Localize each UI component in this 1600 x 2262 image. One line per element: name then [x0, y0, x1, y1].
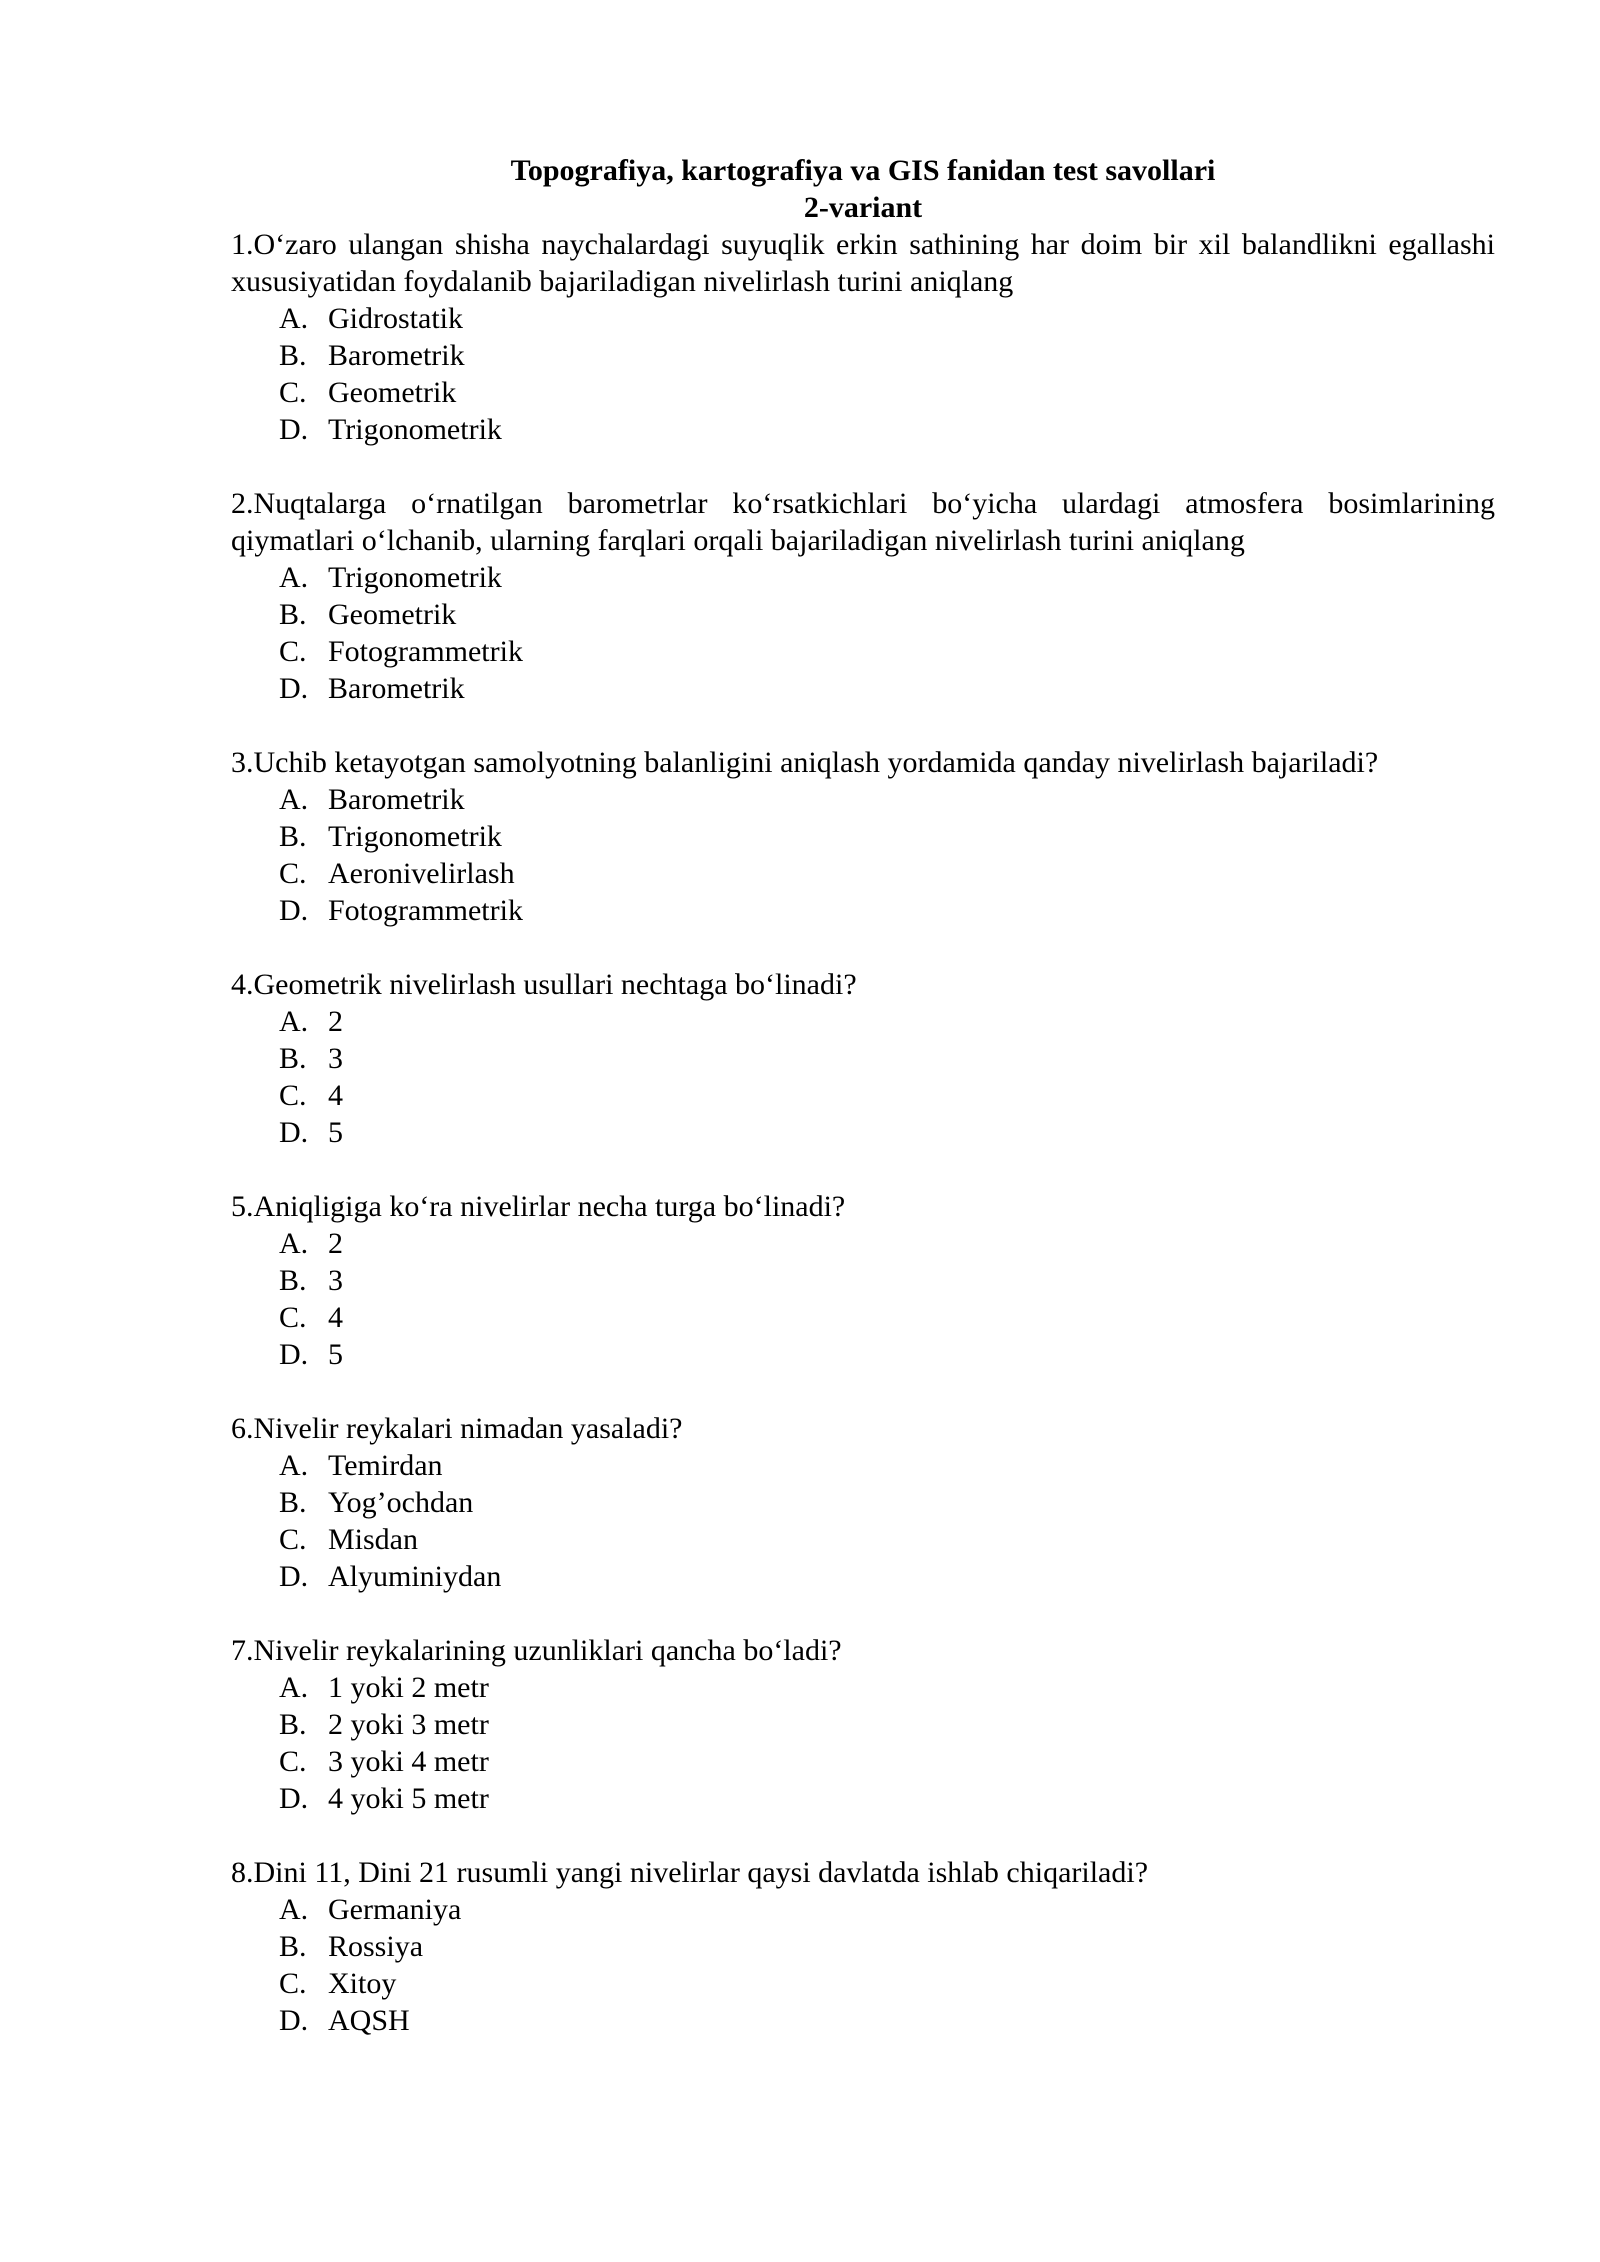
answer-option	[231, 300, 1495, 337]
question-text: 7.Nivelir reykalarining uzunliklari qancha bo‘ladi?	[231, 1634, 842, 1667]
option-text: Barometrik	[328, 783, 465, 816]
option-text: AQSH	[328, 2004, 410, 2037]
option-letter: B.	[279, 339, 307, 372]
option-letter: C.	[279, 1301, 307, 1334]
option-text: Barometrik	[328, 672, 465, 705]
answer-option	[231, 1891, 1495, 1928]
option-text: Trigonometrik	[328, 561, 502, 594]
answer-option	[231, 1558, 1495, 1595]
option-text: Alyuminiydan	[328, 1560, 502, 1593]
answer-option	[231, 633, 1495, 670]
option-letter: D.	[279, 2004, 309, 2037]
answer-option	[231, 1484, 1495, 1521]
option-text: Trigonometrik	[328, 820, 502, 853]
answer-option	[231, 1077, 1495, 1114]
question-8	[231, 1854, 1495, 2039]
answer-options	[231, 300, 1495, 448]
answer-option	[231, 1669, 1495, 1706]
option-text: 4 yoki 5 metr	[328, 1782, 489, 1815]
answer-option	[231, 1225, 1495, 1262]
answer-option	[231, 2002, 1495, 2039]
option-text: Yog’ochdan	[328, 1486, 474, 1519]
question-text: 6.Nivelir reykalari nimadan yasaladi?	[231, 1412, 683, 1445]
answer-option	[231, 1114, 1495, 1151]
option-text: 5	[328, 1338, 343, 1371]
option-text: Barometrik	[328, 339, 465, 372]
option-letter: B.	[279, 1486, 307, 1519]
question-3	[231, 744, 1495, 929]
option-text: Gidrostatik	[328, 302, 463, 335]
answer-option	[231, 1965, 1495, 2002]
questions-list	[231, 226, 1495, 2039]
answer-options	[231, 1225, 1495, 1373]
question-6	[231, 1410, 1495, 1595]
answer-option	[231, 411, 1495, 448]
question-5	[231, 1188, 1495, 1373]
answer-option	[231, 670, 1495, 707]
question-2	[231, 485, 1495, 707]
answer-option	[231, 1262, 1495, 1299]
option-letter: D.	[279, 1782, 309, 1815]
answer-option	[231, 1447, 1495, 1484]
option-letter: C.	[279, 635, 307, 668]
answer-options	[231, 1003, 1495, 1151]
option-letter: C.	[279, 1523, 307, 1556]
answer-options	[231, 1669, 1495, 1817]
answer-option	[231, 855, 1495, 892]
answer-option	[231, 374, 1495, 411]
option-letter: D.	[279, 413, 309, 446]
option-text: 2 yoki 3 metr	[328, 1708, 489, 1741]
option-text: 2	[328, 1227, 343, 1260]
option-text: 4	[328, 1301, 343, 1334]
answer-option	[231, 892, 1495, 929]
option-letter: A.	[279, 783, 309, 816]
option-letter: C.	[279, 857, 307, 890]
option-text: 3	[328, 1264, 343, 1297]
option-letter: B.	[279, 598, 307, 631]
answer-option	[231, 1003, 1495, 1040]
answer-option	[231, 559, 1495, 596]
option-text: 4	[328, 1079, 343, 1112]
document-page	[231, 152, 1495, 2076]
option-letter: A.	[279, 1005, 309, 1038]
option-text: Rossiya	[328, 1930, 424, 1963]
option-letter: A.	[279, 1893, 309, 1926]
answer-option	[231, 781, 1495, 818]
option-text: 3	[328, 1042, 343, 1075]
option-text: 2	[328, 1005, 343, 1038]
option-text: Misdan	[328, 1523, 418, 1556]
answer-options	[231, 781, 1495, 929]
option-letter: C.	[279, 1967, 307, 2000]
answer-option	[231, 1336, 1495, 1373]
question-text: 8.Dini 11, Dini 21 rusumli yangi nivelirlar qaysi davlatda ishlab chiqariladi?	[231, 1856, 1149, 1889]
question-text: 3.Uchib ketayotgan samolyotning balanligini aniqlash yordamida qanday nivelirlash bajariladi?	[231, 746, 1379, 779]
option-letter: C.	[279, 376, 307, 409]
option-letter: C.	[279, 1745, 307, 1778]
option-text: Temirdan	[328, 1449, 443, 1482]
option-letter: D.	[279, 1116, 309, 1149]
option-text: 1 yoki 2 metr	[328, 1671, 489, 1704]
option-text: Fotogrammetrik	[328, 894, 523, 927]
option-letter: D.	[279, 1560, 309, 1593]
option-letter: C.	[279, 1079, 307, 1112]
option-text: Aeronivelirlash	[328, 857, 515, 890]
option-text: Geometrik	[328, 376, 457, 409]
question-7	[231, 1632, 1495, 1817]
answer-options	[231, 1447, 1495, 1595]
option-text: Trigonometrik	[328, 413, 502, 446]
answer-option	[231, 818, 1495, 855]
option-text: 3 yoki 4 metr	[328, 1745, 489, 1778]
answer-option	[231, 1040, 1495, 1077]
option-letter: D.	[279, 1338, 309, 1371]
answer-options	[231, 1891, 1495, 2039]
option-letter: B.	[279, 1930, 307, 1963]
question-text: 5.Aniqligiga ko‘ra nivelirlar necha turga bo‘linadi?	[231, 1190, 846, 1223]
option-text: Germaniya	[328, 1893, 462, 1926]
option-letter: B.	[279, 1264, 307, 1297]
option-letter: A.	[279, 1449, 309, 1482]
option-letter: B.	[279, 1042, 307, 1075]
answer-option	[231, 596, 1495, 633]
answer-options	[231, 559, 1495, 707]
option-letter: A.	[279, 1671, 309, 1704]
option-letter: A.	[279, 1227, 309, 1260]
option-text: Fotogrammetrik	[328, 635, 523, 668]
option-text: Xitoy	[328, 1967, 397, 2000]
answer-option	[231, 1780, 1495, 1817]
answer-option	[231, 337, 1495, 374]
document-subtitle: 2-variant	[803, 191, 923, 224]
option-letter: B.	[279, 1708, 307, 1741]
question-text: 1.O‘zaro ulangan shisha naychalardagi suyuqlik erkin sathining har doim bir xil balandlikni egallashi xususiyatidan foydalanib bajariladigan nivelirlash turini aniqlang	[231, 228, 1495, 298]
option-letter: A.	[279, 561, 309, 594]
option-letter: D.	[279, 672, 309, 705]
question-text: 2.Nuqtalarga o‘rnatilgan barometrlar ko‘rsatkichlari bo‘yicha ulardagi atmosfera bosimlarining qiymatlari o‘lchanib, ularning farqlari orqali bajariladigan nivelirlash turini aniqlang	[231, 487, 1495, 557]
answer-option	[231, 1299, 1495, 1336]
document-title: Topografiya, kartografiya va GIS fanidan test savollari	[510, 154, 1216, 187]
option-letter: D.	[279, 894, 309, 927]
answer-option	[231, 1521, 1495, 1558]
answer-option	[231, 1928, 1495, 1965]
answer-option	[231, 1743, 1495, 1780]
question-4	[231, 966, 1495, 1151]
option-letter: A.	[279, 302, 309, 335]
question-1	[231, 226, 1495, 448]
question-text: 4.Geometrik nivelirlash usullari nechtaga bo‘linadi?	[231, 968, 857, 1001]
option-text: Geometrik	[328, 598, 457, 631]
option-letter: B.	[279, 820, 307, 853]
answer-option	[231, 1706, 1495, 1743]
option-text: 5	[328, 1116, 343, 1149]
